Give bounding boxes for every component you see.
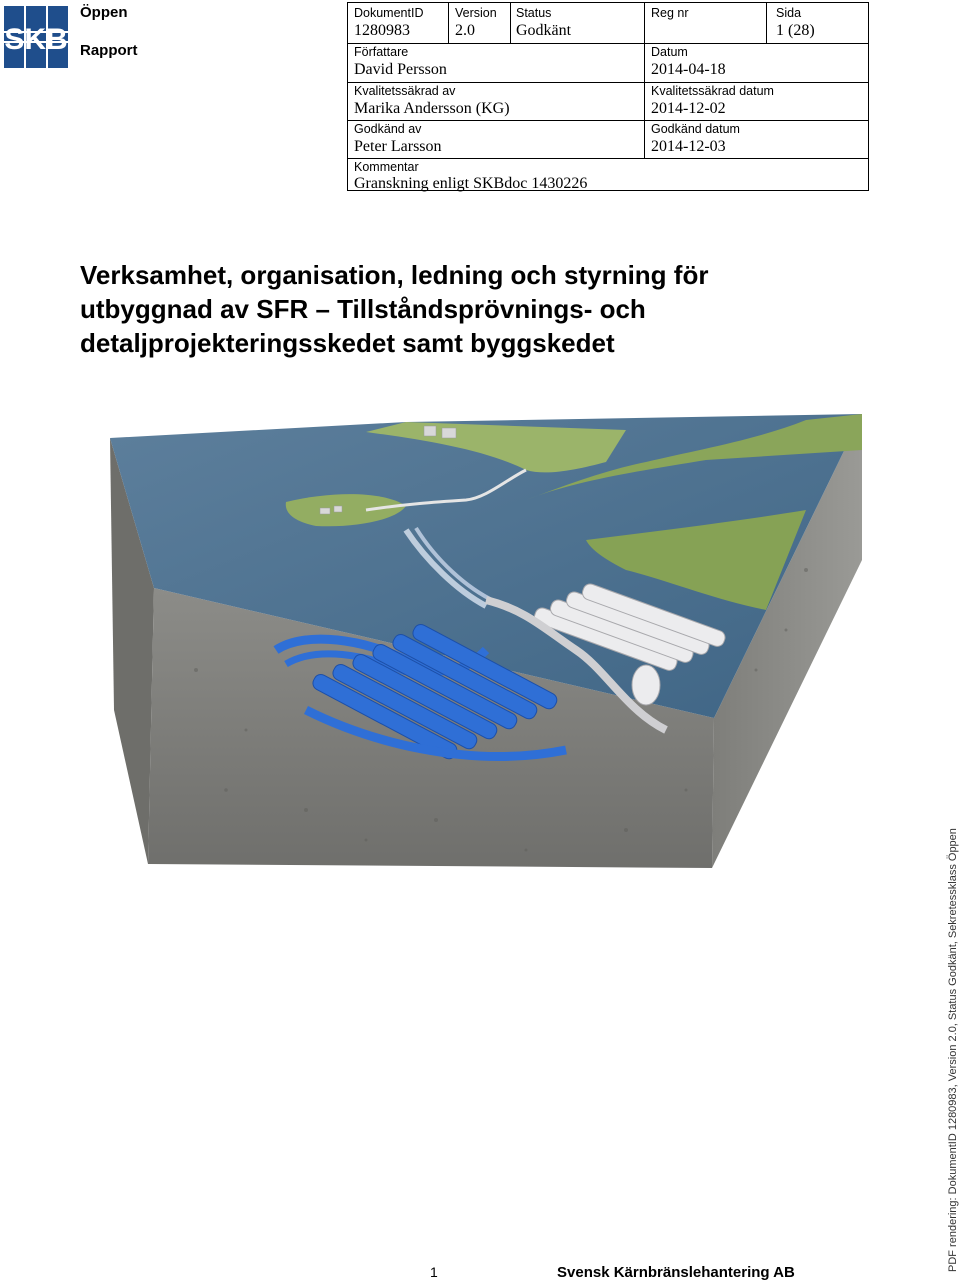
company-name: Svensk Kärnbränslehantering AB bbox=[557, 1264, 795, 1281]
author-value: David Persson bbox=[354, 61, 447, 78]
pdf-rendering-note: PDF rendering: DokumentID 1280983, Version 2.0, Status Godkänt, Sekretessklass Öppen bbox=[947, 828, 959, 1272]
version-label: Version bbox=[455, 6, 497, 20]
document-metadata-table bbox=[347, 2, 869, 191]
page-label: Sida bbox=[776, 6, 802, 20]
author-label: Författare bbox=[354, 45, 409, 59]
regnr-label: Reg nr bbox=[651, 6, 689, 20]
sfr-facility-illustration bbox=[106, 410, 866, 870]
status-label: Status bbox=[516, 6, 552, 20]
document-type-label: Rapport bbox=[80, 42, 138, 59]
page-number: 1 bbox=[430, 1264, 438, 1280]
page-value: 1 (28) bbox=[776, 22, 815, 39]
svg-text:SKB: SKB bbox=[4, 23, 68, 56]
qa-date-label: Kvalitetssäkrad datum bbox=[651, 84, 774, 98]
title-line-2: utbyggnad av SFR – Tillståndsprövnings- och bbox=[80, 294, 646, 324]
title-line-3: detaljprojekteringsskedet samt byggskedet bbox=[80, 328, 615, 358]
qa-label: Kvalitetssäkrad av bbox=[354, 84, 456, 98]
date-label: Datum bbox=[651, 45, 688, 59]
date-value: 2014-04-18 bbox=[651, 61, 726, 78]
comment-value: Granskning enligt SKBdoc 1430226 bbox=[354, 175, 588, 192]
comment-label: Kommentar bbox=[354, 160, 419, 174]
version-value: 2.0 bbox=[455, 22, 475, 39]
approved-value: Peter Larsson bbox=[354, 138, 442, 155]
docid-value: 1280983 bbox=[354, 22, 410, 39]
approved-date-label: Godkänd datum bbox=[651, 122, 740, 136]
qa-date-value: 2014-12-02 bbox=[651, 100, 726, 117]
approved-date-value: 2014-12-03 bbox=[651, 138, 726, 155]
document-title bbox=[80, 258, 800, 360]
classification-label: Öppen bbox=[80, 4, 128, 21]
approved-label: Godkänd av bbox=[354, 122, 422, 136]
docid-label: DokumentID bbox=[354, 6, 424, 20]
qa-value: Marika Andersson (KG) bbox=[354, 100, 510, 117]
skb-logo bbox=[4, 6, 68, 68]
status-value: Godkänt bbox=[516, 22, 572, 39]
title-line-1: Verksamhet, organisation, ledning och styrning för bbox=[80, 260, 709, 290]
